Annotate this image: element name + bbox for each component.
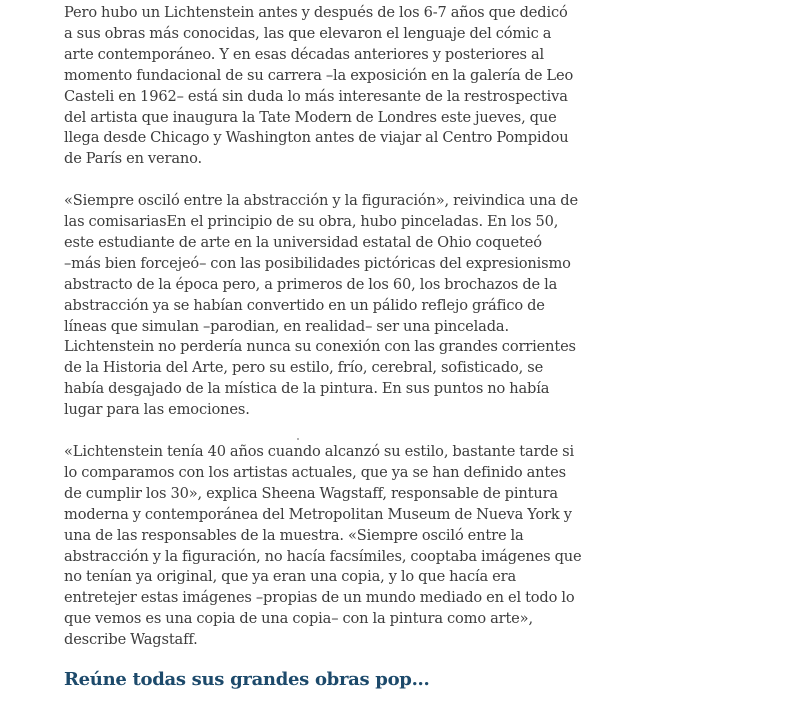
text-line: había desgajado de la mística de la pintura. En sus puntos no había bbox=[64, 380, 550, 398]
stray-dot-artifact bbox=[297, 438, 299, 440]
text-line: a sus obras más conocidas, las que elevaron el lenguaje del cómic a bbox=[64, 24, 552, 42]
text-line: Pero hubo un Lichtenstein antes y después de los 6-7 años que dedicó bbox=[64, 4, 568, 21]
text-line: Lichtenstein no perdería nunca su conexión con las grandes corrientes bbox=[64, 338, 576, 356]
text-line: que vemos es una copia de una copia– con la pintura como arte», bbox=[64, 610, 533, 628]
text-line: momento fundacional de su carrera –la exposición en la galería de Leo bbox=[64, 66, 574, 84]
text-line: este estudiante de arte en la universidad estatal de Ohio coqueteó bbox=[64, 233, 542, 251]
article-body bbox=[64, 3, 582, 672]
text-line: de cumplir los 30», explica Sheena Wagstaff, responsable de pintura bbox=[64, 484, 558, 502]
paragraph-3 bbox=[64, 442, 582, 651]
text-line: líneas que simulan –parodian, en realidad– ser una pincelada. bbox=[64, 317, 509, 335]
text-line: no tenían ya original, que ya eran una copia, y lo que hacía era bbox=[64, 568, 517, 586]
text-line: las comisariasEn el principio de su obra, hubo pinceladas. En los 50, bbox=[64, 213, 559, 231]
text-line: lo comparamos con los artistas actuales, que ya se han definido antes bbox=[64, 463, 566, 481]
paragraph-2 bbox=[64, 191, 578, 421]
text-line: «Lichtenstein tenía 40 años cuando alcanzó su estilo, bastante tarde si bbox=[64, 443, 574, 460]
text-line: lugar para las emociones. bbox=[64, 401, 250, 419]
text-line: arte contemporáneo. Y en esas décadas anteriores y posteriores al bbox=[64, 45, 545, 63]
text-line: «Siempre osciló entre la abstracción y la figuración», reivindica una de bbox=[64, 192, 578, 210]
text-line: una de las responsables de la muestra. «Siempre osciló entre la bbox=[64, 526, 524, 544]
text-line: –más bien forcejeó– con las posibilidades pictóricas del expresionismo bbox=[64, 254, 571, 272]
text-line: abstracción y la figuración, no hacía facsímiles, cooptaba imágenes que bbox=[64, 547, 582, 565]
text-line: abstracción ya se habían convertido en un pálido reflejo gráfico de bbox=[64, 296, 545, 314]
text-line: de la Historia del Arte, pero su estilo, frío, cerebral, sofisticado, se bbox=[64, 359, 544, 377]
text-line: Casteli en 1962– está sin duda lo más interesante de la restrospectiva bbox=[64, 87, 568, 105]
section-subheading: Reúne todas sus grandes obras pop... bbox=[64, 669, 430, 690]
text-line: llega desde Chicago y Washington antes de viajar al Centro Pompidou bbox=[64, 129, 569, 147]
text-line: describe Wagstaff. bbox=[64, 631, 198, 649]
text-line: moderna y contemporánea del Metropolitan Museum de Nueva York y bbox=[64, 505, 572, 523]
text-line: abstracto de la época pero, a primeros de los 60, los brochazos de la bbox=[64, 275, 558, 293]
text-line: de París en verano. bbox=[64, 150, 203, 168]
text-line: del artista que inaugura la Tate Modern de Londres este jueves, que bbox=[64, 108, 557, 126]
paragraph-1 bbox=[64, 3, 574, 170]
text-line: entretejer estas imágenes –propias de un mundo mediado en el todo lo bbox=[64, 589, 575, 607]
